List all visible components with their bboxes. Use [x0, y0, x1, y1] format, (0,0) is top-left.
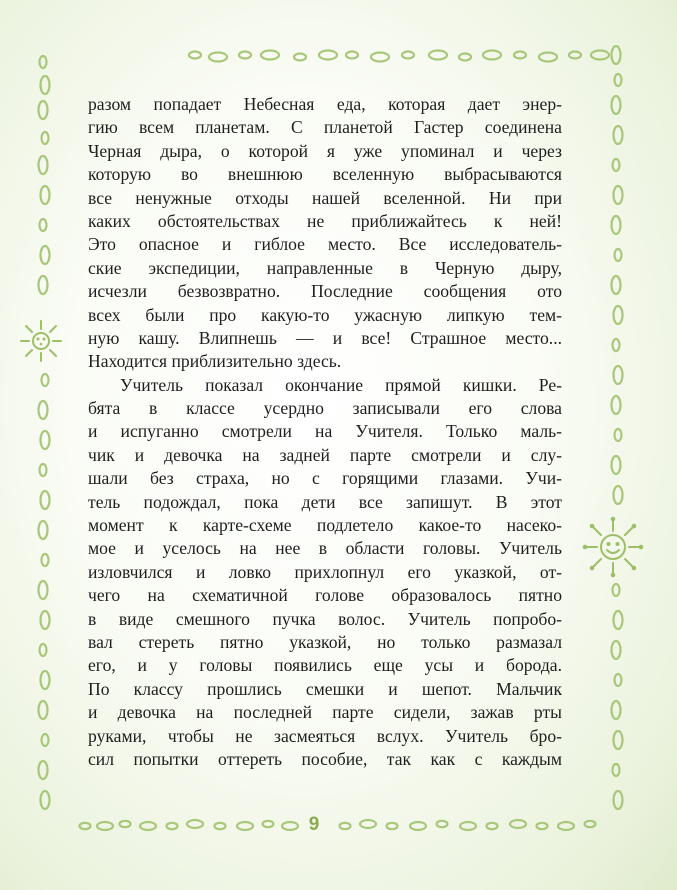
border-ring: [42, 132, 49, 144]
border-ring: [613, 159, 620, 171]
border-ring: [40, 464, 47, 476]
border-ring: [459, 54, 471, 61]
border-ring: [80, 823, 91, 829]
text-line: руками, чтобы не засмеяться вслух. Учитель бро-: [88, 725, 562, 746]
border-ring: [615, 249, 622, 261]
border-ring: [39, 276, 48, 294]
page-number: 9: [308, 814, 320, 835]
border-ring: [42, 734, 49, 746]
text-line: Учитель показал окончание прямой кишки. Ре-: [120, 374, 562, 395]
border-ring: [614, 611, 623, 629]
border-ring: [360, 820, 376, 828]
border-ring: [237, 822, 253, 830]
border-ring: [41, 491, 50, 509]
text-line: ские экспедиции, направленные в Черную дыру,: [88, 257, 562, 278]
text-line: исчезли безвозвратно. Последние сообщения ото: [88, 281, 562, 302]
border-ring: [483, 51, 501, 60]
border-ring: [41, 791, 50, 809]
border-ring: [613, 764, 620, 776]
border-ring: [402, 52, 414, 59]
border-ring: [140, 822, 156, 830]
border-ring: [614, 306, 623, 324]
border-ring: [41, 611, 50, 629]
border-ring: [387, 823, 398, 829]
border-ring: [614, 791, 623, 809]
border-ring: [215, 823, 226, 829]
border-ring: [187, 820, 203, 828]
border-ring: [189, 52, 201, 59]
border-ring: [346, 52, 358, 59]
border-ring: [569, 52, 581, 59]
border-ring: [460, 822, 476, 830]
border-ring: [371, 53, 389, 62]
border-ring: [39, 761, 48, 779]
border-ring: [585, 821, 596, 827]
border-ring: [209, 53, 227, 62]
text-line: ную кашу. Влипнешь — и все! Страшное место...: [88, 327, 562, 348]
border-ring: [294, 54, 306, 61]
text-line: момент к карте-схеме подлетело какое-то насеко-: [88, 515, 562, 536]
text-line: вал стереть пятно указкой, но только размазал: [88, 631, 562, 652]
border-ring: [510, 820, 526, 828]
sun-icon: [18, 318, 64, 364]
text-line: шали без страха, но с горящими глазами. Учи-: [88, 468, 562, 489]
border-ring: [614, 731, 623, 749]
border-ring: [41, 186, 50, 204]
border-ring: [615, 429, 622, 441]
border-ring: [615, 674, 622, 686]
text-line: Это опасное и гиблое место. Все исследователь-: [88, 234, 562, 255]
border-ring: [410, 822, 426, 830]
text-line: которую во внешнюю вселенную выбрасываются: [88, 164, 562, 185]
border-ring: [261, 51, 279, 60]
text-line: тель подождал, пока дети все запишут. В этот: [88, 491, 562, 512]
text-line: разом попадает Небесная еда, которая дает энер-: [88, 94, 562, 114]
border-ring: [39, 101, 48, 119]
border-ring: [39, 401, 48, 419]
border-ring: [591, 51, 609, 60]
text-line: всех были про какую-то ужасную липкую тем-: [88, 304, 562, 325]
text-line: и девочка на последней парте сидели, зажав рты: [88, 702, 562, 723]
text-line: в виде смешного пучка волос. Учитель попробо-: [88, 608, 562, 629]
text-line: сил попытки оттереть пособие, так как с каждым: [88, 748, 562, 769]
border-ring: [539, 53, 557, 62]
border-ring: [41, 671, 50, 689]
border-ring: [615, 74, 622, 86]
border-ring: [39, 581, 48, 599]
text-line: каких обстоятельствах не приближайтесь к ней!: [88, 210, 562, 231]
border-ring: [167, 823, 178, 829]
border-ring: [40, 219, 47, 231]
border-ring: [612, 456, 621, 474]
border-ring: [612, 216, 621, 234]
border-ring: [39, 521, 48, 539]
border-ring: [614, 366, 623, 384]
text-line: чего на схематичной голове образовалось пятно: [88, 585, 562, 606]
border-ring: [39, 156, 48, 174]
border-ring: [40, 644, 47, 656]
border-ring: [612, 96, 621, 114]
border-ring: [340, 823, 351, 829]
text-line: и испуганно смотрели на Учителя. Только маль-: [88, 421, 562, 442]
border-ring: [612, 396, 621, 414]
border-ring: [487, 823, 498, 829]
border-ring: [429, 51, 447, 60]
text-line: его, и у головы появились еще усы и борода.: [88, 655, 562, 676]
border-ring: [41, 76, 50, 94]
body-text: [88, 93, 562, 771]
border-ring: [263, 821, 274, 827]
border-ring: [41, 431, 50, 449]
text-line: Находится приблизительно здесь.: [88, 351, 342, 372]
text-line: чик и девочка на задней парте смотрели и слу-: [88, 444, 562, 465]
border-ring: [614, 186, 623, 204]
text-line: Черная дыра, о которой я уже упоминал и через: [88, 140, 562, 161]
border-ring: [42, 374, 49, 386]
border-ring: [39, 701, 48, 719]
border-ring: [42, 554, 49, 566]
border-ring: [120, 821, 131, 827]
border-ring: [613, 339, 620, 351]
border-ring: [282, 822, 298, 830]
text-line: все ненужные отходы нашей вселенной. Ни при: [88, 187, 562, 208]
text-line: По классу прошлись смешки и шепот. Мальчик: [88, 678, 562, 699]
text-line: гию всем планетам. С планетой Гастер соединена: [88, 117, 562, 138]
text-line: бята в классе усердно записывали его слова: [88, 398, 562, 419]
border-ring: [613, 584, 620, 596]
border-ring: [239, 52, 251, 59]
border-ring: [97, 822, 113, 830]
border-ring: [40, 56, 47, 68]
border-ring: [41, 246, 50, 264]
border-ring: [614, 486, 623, 504]
border-ring: [612, 701, 621, 719]
border-ring: [612, 46, 621, 64]
smiling-sun-icon: [582, 516, 644, 578]
border-ring: [319, 51, 337, 60]
border-ring: [612, 641, 621, 659]
border-ring: [558, 822, 574, 830]
border-ring: [437, 821, 448, 827]
text-line: мое и уселось на нее в области головы. Учитель: [88, 538, 562, 559]
border-ring: [614, 126, 623, 144]
border-ring: [514, 52, 526, 59]
border-ring: [612, 276, 621, 294]
text-line: изловчился и ловко прихлопнул его указкой, от-: [88, 561, 562, 582]
border-ring: [537, 823, 548, 829]
